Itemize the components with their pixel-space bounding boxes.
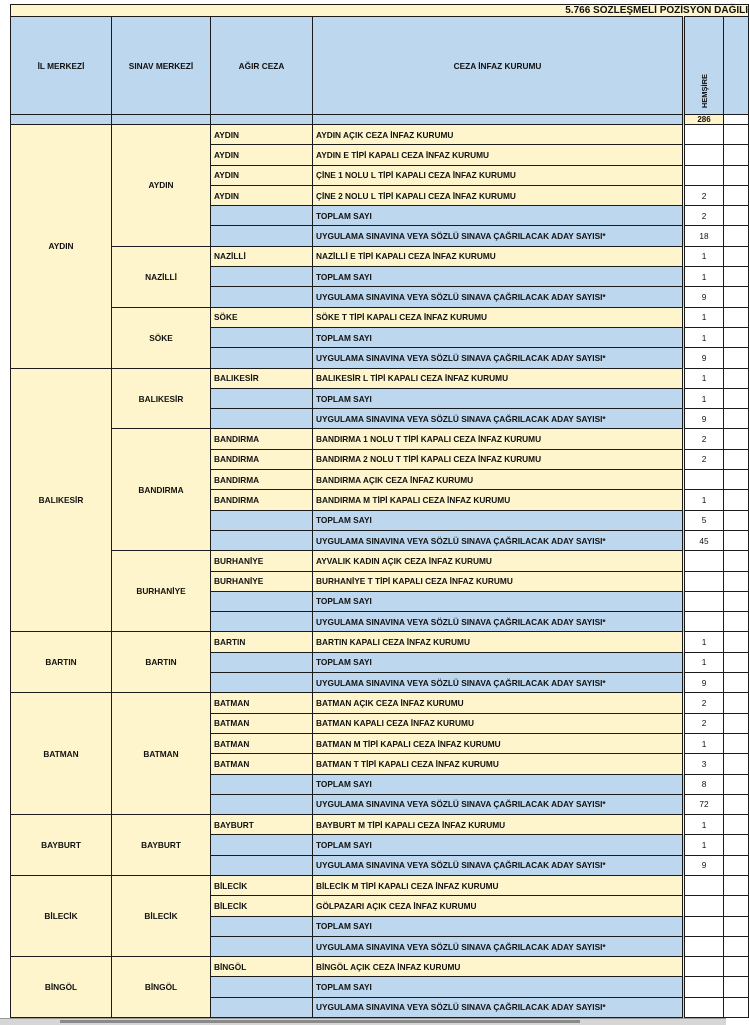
hemsire-value — [684, 571, 724, 591]
next-column-cell — [724, 591, 749, 611]
hemsire-value — [684, 145, 724, 165]
kurum-cell: BATMAN AÇIK CEZA İNFAZ KURUMU — [313, 693, 684, 713]
agir-ceza-blank — [211, 835, 313, 855]
next-column-cell — [724, 307, 749, 327]
toplam-label: TOPLAM SAYI — [313, 977, 684, 997]
agir-ceza-cell: BAYBURT — [211, 815, 313, 835]
uygulama-label: UYGULAMA SINAVINA VEYA SÖZLÜ SINAVA ÇAĞRILACAK ADAY SAYISI* — [313, 348, 684, 368]
toplam-label: TOPLAM SAYI — [313, 327, 684, 347]
agir-ceza-blank — [211, 530, 313, 550]
toplam-label: TOPLAM SAYI — [313, 652, 684, 672]
toplam-label: TOPLAM SAYI — [313, 835, 684, 855]
next-column-cell — [724, 713, 749, 733]
sinav-merkezi-cell: BİLECİK — [112, 875, 211, 956]
table-row — [11, 125, 749, 145]
hemsire-value: 1 — [684, 368, 724, 388]
next-column-cell — [724, 470, 749, 490]
distribution-table — [10, 4, 749, 1018]
uygulama-value: 9 — [684, 409, 724, 429]
hemsire-value — [684, 125, 724, 145]
uygulama-label: UYGULAMA SINAVINA VEYA SÖZLÜ SINAVA ÇAĞRILACAK ADAY SAYISI* — [313, 855, 684, 875]
il-merkezi-cell: BİLECİK — [11, 875, 112, 956]
next-column-cell — [724, 916, 749, 936]
next-column-cell — [724, 733, 749, 753]
next-column-total — [724, 115, 749, 125]
agir-ceza-blank — [211, 977, 313, 997]
uygulama-value: 9 — [684, 673, 724, 693]
kurum-cell: BALIKESİR L TİPİ KAPALI CEZA İNFAZ KURUMU — [313, 368, 684, 388]
kurum-cell: BANDIRMA 1 NOLU T TİPİ KAPALI CEZA İNFAZ KURUMU — [313, 429, 684, 449]
subtotal-blank — [313, 115, 684, 125]
next-column-cell — [724, 185, 749, 205]
kurum-cell: ÇİNE 2 NOLU L TİPİ KAPALI CEZA İNFAZ KURUMU — [313, 185, 684, 205]
hemsire-value: 2 — [684, 693, 724, 713]
agir-ceza-blank — [211, 612, 313, 632]
uygulama-label: UYGULAMA SINAVINA VEYA SÖZLÜ SINAVA ÇAĞRILACAK ADAY SAYISI* — [313, 409, 684, 429]
next-column-cell — [724, 429, 749, 449]
toplam-value: 1 — [684, 388, 724, 408]
hemsire-value: 1 — [684, 246, 724, 266]
uygulama-value: 9 — [684, 348, 724, 368]
next-column-cell — [724, 246, 749, 266]
toplam-label: TOPLAM SAYI — [313, 206, 684, 226]
next-column-cell — [724, 612, 749, 632]
table-row — [11, 815, 749, 835]
next-column-cell — [724, 348, 749, 368]
sinav-merkezi-cell: NAZİLLİ — [112, 246, 211, 307]
kurum-cell: BATMAN T TİPİ KAPALI CEZA İNFAZ KURUMU — [313, 754, 684, 774]
hemsire-value: 1 — [684, 490, 724, 510]
next-column-cell — [724, 267, 749, 287]
toplam-label: TOPLAM SAYI — [313, 591, 684, 611]
next-column-cell — [724, 571, 749, 591]
il-merkezi-cell: AYDIN — [11, 125, 112, 369]
next-column-cell — [724, 693, 749, 713]
agir-ceza-blank — [211, 774, 313, 794]
agir-ceza-cell: AYDIN — [211, 145, 313, 165]
sinav-merkezi-cell: BARTIN — [112, 632, 211, 693]
sinav-merkezi-cell: BANDIRMA — [112, 429, 211, 551]
next-column-cell — [724, 997, 749, 1017]
kurum-cell: BATMAN KAPALI CEZA İNFAZ KURUMU — [313, 713, 684, 733]
uygulama-value: 45 — [684, 530, 724, 550]
hemsire-total: 286 — [684, 115, 724, 125]
toplam-value: 2 — [684, 206, 724, 226]
hemsire-value: 2 — [684, 429, 724, 449]
table-title: 5.766 SÖZLEŞMELİ POZİSYON DAĞILI — [11, 5, 749, 17]
header-next-column — [724, 17, 749, 115]
kurum-cell: BANDIRMA AÇIK CEZA İNFAZ KURUMU — [313, 470, 684, 490]
subtotal-blank — [112, 115, 211, 125]
kurum-cell: BAYBURT M TİPİ KAPALI CEZA İNFAZ KURUMU — [313, 815, 684, 835]
hemsire-value: 1 — [684, 815, 724, 835]
hemsire-value — [684, 165, 724, 185]
hemsire-value: 2 — [684, 713, 724, 733]
toplam-value: 5 — [684, 510, 724, 530]
agir-ceza-cell: AYDIN — [211, 185, 313, 205]
subtotal-row — [11, 115, 749, 125]
next-column-cell — [724, 145, 749, 165]
next-column-cell — [724, 815, 749, 835]
agir-ceza-cell: AYDIN — [211, 165, 313, 185]
next-column-cell — [724, 774, 749, 794]
spreadsheet — [10, 4, 749, 1018]
next-column-cell — [724, 327, 749, 347]
agir-ceza-cell: BURHANİYE — [211, 551, 313, 571]
agir-ceza-blank — [211, 226, 313, 246]
next-column-cell — [724, 673, 749, 693]
hemsire-value: 1 — [684, 733, 724, 753]
header-hemsire-label: HEMŞİRE — [699, 73, 709, 108]
next-column-cell — [724, 875, 749, 895]
sinav-merkezi-cell: SÖKE — [112, 307, 211, 368]
agir-ceza-cell: BATMAN — [211, 733, 313, 753]
next-column-cell — [724, 632, 749, 652]
uygulama-label: UYGULAMA SINAVINA VEYA SÖZLÜ SINAVA ÇAĞRILACAK ADAY SAYISI* — [313, 226, 684, 246]
next-column-cell — [724, 226, 749, 246]
il-merkezi-cell: BAYBURT — [11, 815, 112, 876]
agir-ceza-cell: BATMAN — [211, 693, 313, 713]
kurum-cell: NAZİLLİ E TİPİ KAPALI CEZA İNFAZ KURUMU — [313, 246, 684, 266]
kurum-cell: BANDIRMA M TİPİ KAPALI CEZA İNFAZ KURUMU — [313, 490, 684, 510]
agir-ceza-blank — [211, 997, 313, 1017]
uygulama-value: 72 — [684, 794, 724, 814]
agir-ceza-blank — [211, 855, 313, 875]
next-column-cell — [724, 957, 749, 977]
toplam-value — [684, 591, 724, 611]
next-column-cell — [724, 125, 749, 145]
agir-ceza-cell: BANDIRMA — [211, 449, 313, 469]
il-merkezi-cell: BALIKESİR — [11, 368, 112, 632]
kurum-cell: AYDIN AÇIK CEZA İNFAZ KURUMU — [313, 125, 684, 145]
agir-ceza-blank — [211, 388, 313, 408]
agir-ceza-cell: BANDIRMA — [211, 470, 313, 490]
agir-ceza-blank — [211, 591, 313, 611]
uygulama-label: UYGULAMA SINAVINA VEYA SÖZLÜ SINAVA ÇAĞRILACAK ADAY SAYISI* — [313, 612, 684, 632]
header-ceza-infaz-kurumu: CEZA İNFAZ KURUMU — [313, 17, 684, 115]
toplam-label: TOPLAM SAYI — [313, 774, 684, 794]
header-row — [11, 17, 749, 115]
header-sinav-merkezi: SINAV MERKEZİ — [112, 17, 211, 115]
agir-ceza-blank — [211, 327, 313, 347]
kurum-cell: BATMAN M TİPİ KAPALI CEZA İNFAZ KURUMU — [313, 733, 684, 753]
hemsire-value — [684, 551, 724, 571]
next-column-cell — [724, 165, 749, 185]
agir-ceza-cell: BİNGÖL — [211, 957, 313, 977]
title-row — [11, 5, 749, 17]
toplam-value: 1 — [684, 652, 724, 672]
kurum-cell: BURHANİYE T TİPİ KAPALI CEZA İNFAZ KURUMU — [313, 571, 684, 591]
subtotal-blank — [211, 115, 313, 125]
toplam-value: 8 — [684, 774, 724, 794]
agir-ceza-blank — [211, 409, 313, 429]
next-column-cell — [724, 388, 749, 408]
uygulama-value — [684, 612, 724, 632]
next-column-cell — [724, 206, 749, 226]
toplam-label: TOPLAM SAYI — [313, 267, 684, 287]
agir-ceza-cell: BURHANİYE — [211, 571, 313, 591]
agir-ceza-cell: BARTIN — [211, 632, 313, 652]
kurum-cell: GÖLPAZARI AÇIK CEZA İNFAZ KURUMU — [313, 896, 684, 916]
agir-ceza-cell: BİLECİK — [211, 875, 313, 895]
uygulama-value — [684, 936, 724, 956]
uygulama-label: UYGULAMA SINAVINA VEYA SÖZLÜ SINAVA ÇAĞRILACAK ADAY SAYISI* — [313, 673, 684, 693]
next-column-cell — [724, 530, 749, 550]
toplam-label: TOPLAM SAYI — [313, 916, 684, 936]
next-column-cell — [724, 490, 749, 510]
agir-ceza-blank — [211, 673, 313, 693]
il-merkezi-cell: BATMAN — [11, 693, 112, 815]
hemsire-value — [684, 896, 724, 916]
next-column-cell — [724, 510, 749, 530]
table-row — [11, 368, 749, 388]
agir-ceza-cell: AYDIN — [211, 125, 313, 145]
agir-ceza-cell: BATMAN — [211, 713, 313, 733]
table-row — [11, 693, 749, 713]
kurum-cell: AYDIN E TİPİ KAPALI CEZA İNFAZ KURUMU — [313, 145, 684, 165]
agir-ceza-cell: BANDIRMA — [211, 429, 313, 449]
kurum-cell: ÇİNE 1 NOLU L TİPİ KAPALI CEZA İNFAZ KURUMU — [313, 165, 684, 185]
agir-ceza-blank — [211, 936, 313, 956]
next-column-cell — [724, 551, 749, 571]
next-column-cell — [724, 896, 749, 916]
table-row — [11, 551, 749, 571]
next-column-cell — [724, 835, 749, 855]
next-column-cell — [724, 977, 749, 997]
table-row — [11, 307, 749, 327]
table-row — [11, 246, 749, 266]
header-agir-ceza: AĞIR CEZA — [211, 17, 313, 115]
table-row — [11, 875, 749, 895]
next-column-cell — [724, 409, 749, 429]
agir-ceza-blank — [211, 287, 313, 307]
agir-ceza-blank — [211, 916, 313, 936]
kurum-cell: BANDIRMA 2 NOLU T TİPİ KAPALI CEZA İNFAZ KURUMU — [313, 449, 684, 469]
toplam-value: 1 — [684, 835, 724, 855]
il-merkezi-cell: BİNGÖL — [11, 957, 112, 1018]
kurum-cell: AYVALIK KADIN AÇIK CEZA İNFAZ KURUMU — [313, 551, 684, 571]
next-column-cell — [724, 449, 749, 469]
toplam-label: TOPLAM SAYI — [313, 510, 684, 530]
table-row — [11, 632, 749, 652]
uygulama-label: UYGULAMA SINAVINA VEYA SÖZLÜ SINAVA ÇAĞRILACAK ADAY SAYISI* — [313, 997, 684, 1017]
agir-ceza-blank — [211, 206, 313, 226]
agir-ceza-blank — [211, 652, 313, 672]
agir-ceza-cell: BANDIRMA — [211, 490, 313, 510]
agir-ceza-blank — [211, 267, 313, 287]
sinav-merkezi-cell: BİNGÖL — [112, 957, 211, 1018]
agir-ceza-cell: BALIKESİR — [211, 368, 313, 388]
uygulama-label: UYGULAMA SINAVINA VEYA SÖZLÜ SINAVA ÇAĞRILACAK ADAY SAYISI* — [313, 530, 684, 550]
sinav-merkezi-cell: BATMAN — [112, 693, 211, 815]
agir-ceza-cell: BATMAN — [211, 754, 313, 774]
header-hemsire — [684, 17, 724, 115]
next-column-cell — [724, 287, 749, 307]
toplam-label: TOPLAM SAYI — [313, 388, 684, 408]
toplam-value — [684, 916, 724, 936]
uygulama-value: 9 — [684, 855, 724, 875]
hemsire-value: 1 — [684, 307, 724, 327]
sinav-merkezi-cell: BALIKESİR — [112, 368, 211, 429]
sinav-merkezi-cell: AYDIN — [112, 125, 211, 247]
toplam-value — [684, 977, 724, 997]
scrollbar-thumb[interactable] — [60, 1020, 580, 1023]
agir-ceza-cell: SÖKE — [211, 307, 313, 327]
sinav-merkezi-cell: BAYBURT — [112, 815, 211, 876]
kurum-cell: BİLECİK M TİPİ KAPALI CEZA İNFAZ KURUMU — [313, 875, 684, 895]
next-column-cell — [724, 754, 749, 774]
hemsire-value — [684, 957, 724, 977]
uygulama-value — [684, 997, 724, 1017]
agir-ceza-blank — [211, 510, 313, 530]
uygulama-label: UYGULAMA SINAVINA VEYA SÖZLÜ SINAVA ÇAĞRILACAK ADAY SAYISI* — [313, 287, 684, 307]
hemsire-value: 2 — [684, 449, 724, 469]
hemsire-value: 3 — [684, 754, 724, 774]
uygulama-value: 9 — [684, 287, 724, 307]
uygulama-value: 18 — [684, 226, 724, 246]
hemsire-value: 2 — [684, 185, 724, 205]
kurum-cell: BİNGÖL AÇIK CEZA İNFAZ KURUMU — [313, 957, 684, 977]
next-column-cell — [724, 936, 749, 956]
kurum-cell: SÖKE T TİPİ KAPALI CEZA İNFAZ KURUMU — [313, 307, 684, 327]
agir-ceza-cell: NAZİLLİ — [211, 246, 313, 266]
toplam-value: 1 — [684, 267, 724, 287]
toplam-value: 1 — [684, 327, 724, 347]
subtotal-blank — [11, 115, 112, 125]
next-column-cell — [724, 794, 749, 814]
next-column-cell — [724, 652, 749, 672]
horizontal-scrollbar[interactable] — [0, 1018, 726, 1025]
header-il-merkezi: İL MERKEZİ — [11, 17, 112, 115]
kurum-cell: BARTIN KAPALI CEZA İNFAZ KURUMU — [313, 632, 684, 652]
table-row — [11, 957, 749, 977]
uygulama-label: UYGULAMA SINAVINA VEYA SÖZLÜ SINAVA ÇAĞRILACAK ADAY SAYISI* — [313, 936, 684, 956]
agir-ceza-blank — [211, 794, 313, 814]
next-column-cell — [724, 855, 749, 875]
il-merkezi-cell: BARTIN — [11, 632, 112, 693]
table-row — [11, 429, 749, 449]
next-column-cell — [724, 368, 749, 388]
hemsire-value: 1 — [684, 632, 724, 652]
sinav-merkezi-cell: BURHANİYE — [112, 551, 211, 632]
hemsire-value — [684, 470, 724, 490]
agir-ceza-blank — [211, 348, 313, 368]
agir-ceza-cell: BİLECİK — [211, 896, 313, 916]
hemsire-value — [684, 875, 724, 895]
uygulama-label: UYGULAMA SINAVINA VEYA SÖZLÜ SINAVA ÇAĞRILACAK ADAY SAYISI* — [313, 794, 684, 814]
